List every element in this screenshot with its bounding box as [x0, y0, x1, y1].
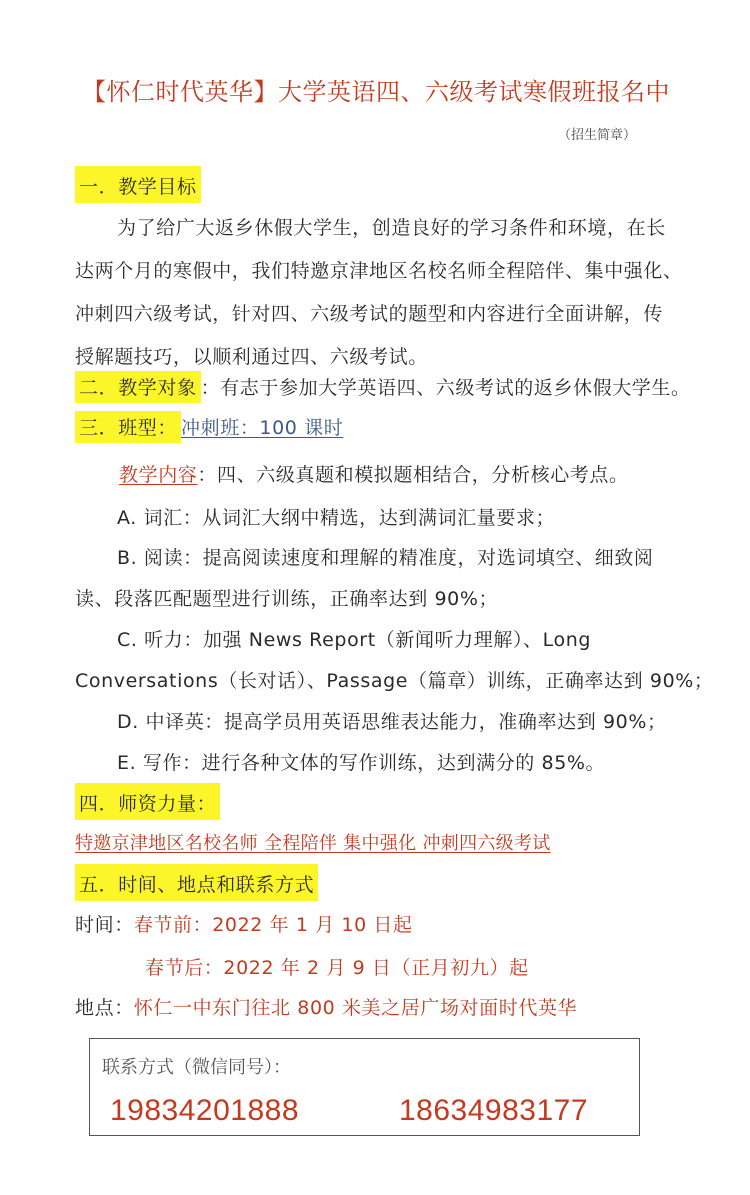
phone-number-2[interactable]: 18634983177: [399, 1094, 589, 1127]
section1-line-2: 达两个月的寒假中，我们特邀京津地区名校名师全程陪伴、集中强化、: [75, 260, 683, 282]
section2-row: [75, 373, 691, 400]
section1-line-4: 授解题技巧，以顺利通过四、六级考试。: [75, 346, 428, 368]
content-label: 教学内容: [119, 464, 198, 486]
item-d: D. 中译英：提高学员用英语思维表达能力，准确率达到 90%；: [117, 711, 667, 733]
contact-box: [89, 1038, 640, 1136]
content-text: ：四、六级真题和模拟题相结合，分析核心考点。: [197, 464, 629, 486]
section2-text: ：有志于参加大学英语四、六级考试的返乡休假大学生。: [200, 377, 691, 399]
time-row-1: [75, 910, 413, 937]
content-row: [119, 460, 629, 487]
section1-line-1: 为了给广大返乡休假大学生，创造良好的学习条件和环境，在长: [117, 217, 666, 239]
section2-heading: 二．教学对象: [75, 371, 201, 403]
phone-number-1[interactable]: 19834201888: [110, 1094, 300, 1127]
time-label: 时间：: [75, 914, 134, 936]
item-e: E. 写作：进行各种文体的写作训练，达到满分的 85%。: [117, 752, 606, 774]
item-b-line2: 读、段落匹配题型进行训练，正确率达到 90%；: [75, 588, 499, 610]
place-label: 地点：: [75, 997, 134, 1019]
time-after-festival: 春节后：2022 年 2 月 9 日（正月初九）起: [145, 957, 529, 979]
item-a: A. 词汇：从词汇大纲中精选，达到满词汇量要求；: [117, 507, 556, 529]
class-type-link[interactable]: 冲刺班：100 课时: [181, 417, 344, 439]
section3-heading: 三．班型：: [75, 411, 181, 443]
section5-heading: 五．时间、地点和联系方式: [75, 864, 318, 901]
contact-label: 联系方式（微信同号）：: [102, 1057, 291, 1078]
section1-line-3: 冲刺四六级考试，针对四、六级考试的题型和内容进行全面讲解，传: [75, 303, 664, 325]
section1-heading: 一．教学目标: [75, 166, 201, 203]
place-text: 怀仁一中东门往北 800 米美之居广场对面时代英华: [133, 997, 578, 1019]
section3-row: [75, 413, 343, 440]
time-before-festival: 春节前：2022 年 1 月 10 日起: [133, 914, 413, 936]
item-b-line1: B. 阅读：提高阅读速度和理解的精准度，对选词填空、细致阅: [117, 547, 654, 569]
item-c-line1: C. 听力：加强 News Report（新闻听力理解）、Long: [117, 629, 592, 651]
section4-heading: 四．师资力量：: [75, 783, 220, 820]
item-c-line2: Conversations（长对话）、Passage（篇章）训练，正确率达到 90%；: [75, 670, 714, 692]
faculty-text: 特邀京津地区名校名师 全程陪伴 集中强化 冲刺四六级考试: [75, 833, 551, 854]
page-subtitle: （招生简章）: [558, 128, 637, 143]
page-title: 【怀仁时代英华】大学英语四、六级考试寒假班报名中: [82, 78, 670, 106]
place-row: [75, 993, 577, 1020]
